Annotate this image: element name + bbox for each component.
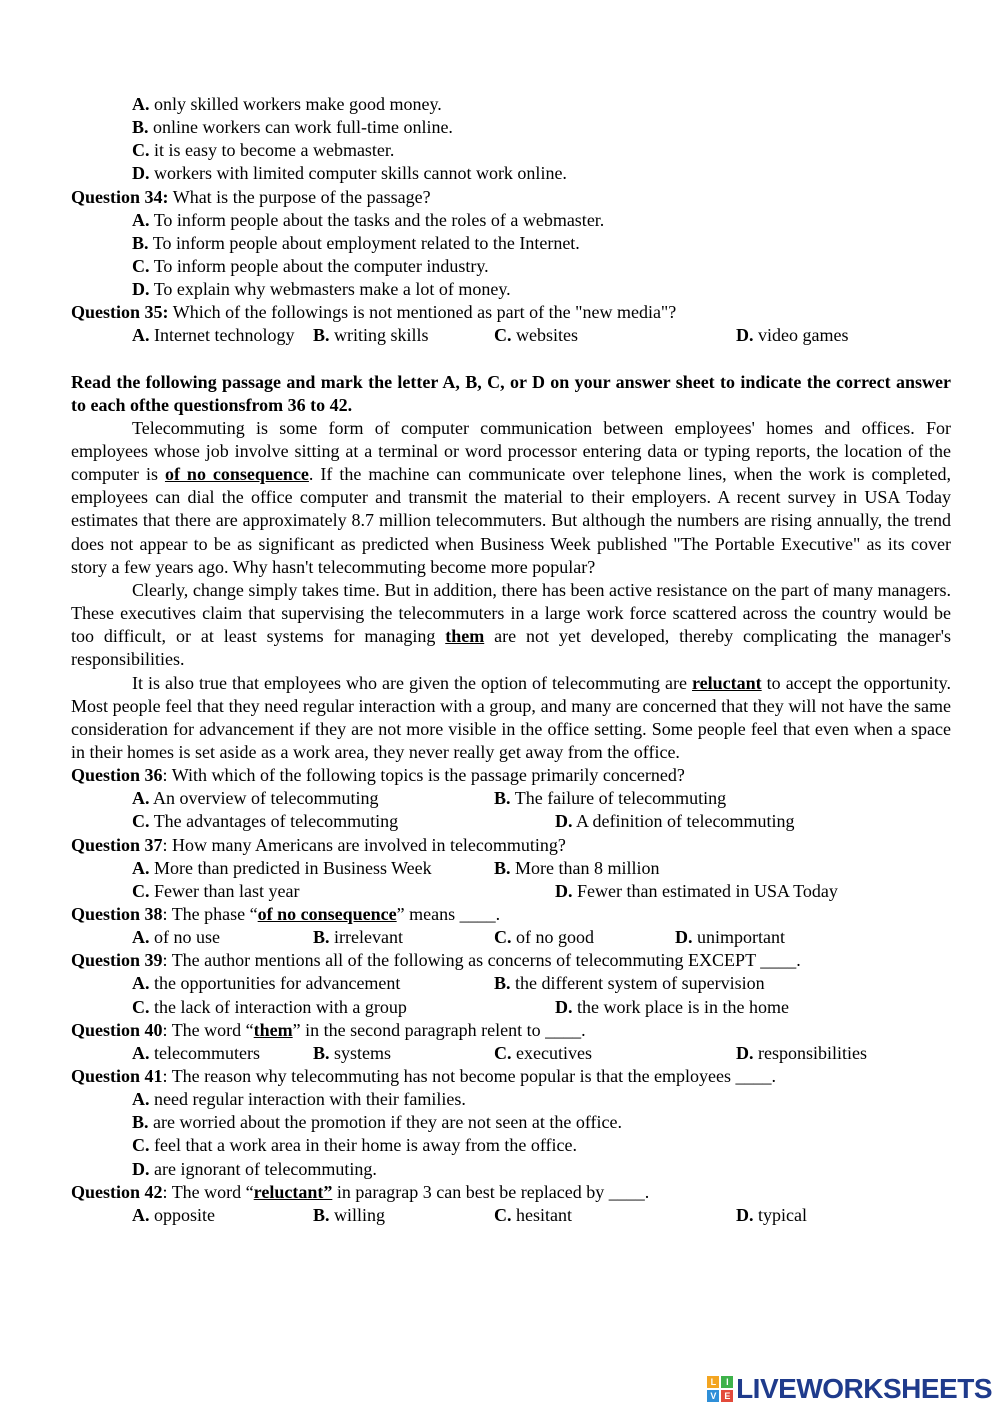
q35-option-a: A. Internet technology: [132, 325, 295, 346]
q37-option-c: C. Fewer than last year: [132, 880, 300, 901]
logo-grid-icon: L I V E: [707, 1376, 733, 1402]
q40-option-b: B. systems: [313, 1042, 392, 1063]
q37-option-a: A. More than predicted in Business Week: [132, 857, 432, 878]
q36-option-a: A. An overview of telecommuting: [132, 788, 379, 809]
q39-option-a: A. the opportunities for advancement: [132, 973, 401, 994]
q42-option-c: C. hesitant: [494, 1204, 572, 1225]
q38-stem: Question 38: The phase “of no consequence” means ____.: [71, 904, 501, 925]
q42-option-b: B. willing: [313, 1204, 386, 1225]
q39-option-b: B. the different system of supervision: [494, 973, 765, 994]
q42-option-a: A. opposite: [132, 1204, 215, 1225]
q38-options: [71, 926, 951, 949]
q33-option-c: C. it is easy to become a webmaster.: [132, 140, 395, 161]
liveworksheets-logo[interactable]: [707, 1373, 992, 1405]
q36-option-c: C. The advantages of telecommuting: [132, 811, 399, 832]
q42-options: [71, 1204, 951, 1227]
q41-option-d: D. are ignorant of telecommuting.: [132, 1158, 377, 1179]
q40-options: [71, 1042, 951, 1065]
q36-option-d: D. A definition of telecommuting: [555, 811, 795, 832]
q36-options-row1: [71, 787, 951, 810]
section-instruction: Read the following passage and mark the letter A, B, C, or D on your answer sheet to indicate the correct answer to each ofthe questionsfrom 36 to 42.: [71, 371, 951, 415]
q35-option-b: B. writing skills: [313, 325, 429, 346]
q42-stem: Question 42: The word “reluctant” in paragrap 3 can best be replaced by ____.: [71, 1181, 650, 1202]
q37-option-d: D. Fewer than estimated in USA Today: [555, 880, 838, 901]
q38-option-b: B. irrelevant: [313, 927, 403, 948]
q42-option-d: D. typical: [736, 1204, 807, 1225]
q34-option-c: C. To inform people about the computer industry.: [132, 255, 489, 276]
q35-option-c: C. websites: [494, 325, 578, 346]
q36-option-b: B. The failure of telecommuting: [494, 788, 727, 809]
q40-stem: Question 40: The word “them” in the second paragraph relent to ____.: [71, 1019, 586, 1040]
q37-option-b: B. More than 8 million: [494, 857, 660, 878]
q39-options-row2: [71, 996, 951, 1019]
worksheet-page: [71, 93, 951, 1227]
q34-option-a: A. To inform people about the tasks and the roles of a webmaster.: [132, 209, 605, 230]
q33-option-b: B. online workers can work full-time online.: [132, 117, 453, 138]
q37-stem: Question 37: How many Americans are involved in telecommuting?: [71, 834, 566, 855]
passage-paragraph-3: It is also true that employees who are given the option of telecommuting are reluctant to accept the opportunity. Most people feel that they need regular interaction with a group, and many are concerned that they will not have the same consideration for advancement if they are not more visible in the office setting. Some people feel that even when a space in their homes is set aside as a work area, they never really get away from the office.: [71, 672, 951, 763]
q38-option-a: A. of no use: [132, 927, 220, 948]
q36-options-row2: [71, 810, 951, 833]
q34-stem: Question 34: What is the purpose of the passage?: [71, 186, 431, 207]
q41-option-c: C. feel that a work area in their home is away from the office.: [132, 1135, 577, 1156]
q33-option-a: A. only skilled workers make good money.: [132, 94, 442, 114]
q40-option-c: C. executives: [494, 1042, 592, 1063]
q38-option-c: C. of no good: [494, 927, 594, 948]
q39-option-c: C. the lack of interaction with a group: [132, 996, 407, 1017]
reading-passage: [71, 417, 951, 764]
q35-options: [71, 324, 951, 347]
q33-option-d: D. workers with limited computer skills cannot work online.: [132, 163, 567, 184]
q40-option-a: A. telecommuters: [132, 1042, 260, 1063]
q37-options-row1: [71, 857, 951, 880]
q35-stem: Question 35: Which of the followings is not mentioned as part of the "new media"?: [71, 302, 677, 323]
q38-option-d: D. unimportant: [675, 927, 785, 948]
logo-text: LIVEWORKSHEETS: [736, 1373, 992, 1404]
passage-paragraph-2: Clearly, change simply takes time. But in addition, there has been active resistance on the part of many managers. These executives claim that supervising the telecommuters in a large work force scattered across the country would be too difficult, or at least systems for managing them are not yet developed, thereby complicating the manager's responsibilities.: [71, 579, 951, 670]
q39-options-row1: [71, 972, 951, 995]
q39-option-d: D. the work place is in the home: [555, 996, 789, 1017]
q40-option-d: D. responsibilities: [736, 1042, 867, 1063]
passage-paragraph-1: Telecommuting is some form of computer communication between employees' homes and offices. For employees whose job involve sitting at a terminal or word processor entering data or typing reports, the location of the computer is of no consequence. If the machine can communicate over telephone lines, when the work is completed, employees can dial the office computer and transmit the material to their employers. A recent survey in USA Today estimates that there are approximately 8.7 million telecommuters. But although the numbers are rising annually, the trend does not appear to be as significant as predicted when Business Week published "The Portable Executive" as its cover story a few years ago. Why hasn't telecommuting become more popular?: [71, 417, 951, 577]
q41-option-a: A. need regular interaction with their families.: [132, 1089, 466, 1110]
q34-option-b: B. To inform people about employment related to the Internet.: [132, 232, 580, 253]
q36-stem: Question 36: With which of the following topics is the passage primarily concerned?: [71, 765, 685, 786]
q37-options-row2: [71, 880, 951, 903]
q39-stem: Question 39: The author mentions all of the following as concerns of telecommuting EXCEPT ____.: [71, 950, 801, 971]
q35-option-d: D. video games: [736, 325, 849, 346]
q41-option-b: B. are worried about the promotion if they are not seen at the office.: [132, 1112, 623, 1133]
q34-option-d: D. To explain why webmasters make a lot of money.: [132, 279, 511, 300]
q41-stem: Question 41: The reason why telecommuting has not become popular is that the employees ____.: [71, 1066, 777, 1087]
